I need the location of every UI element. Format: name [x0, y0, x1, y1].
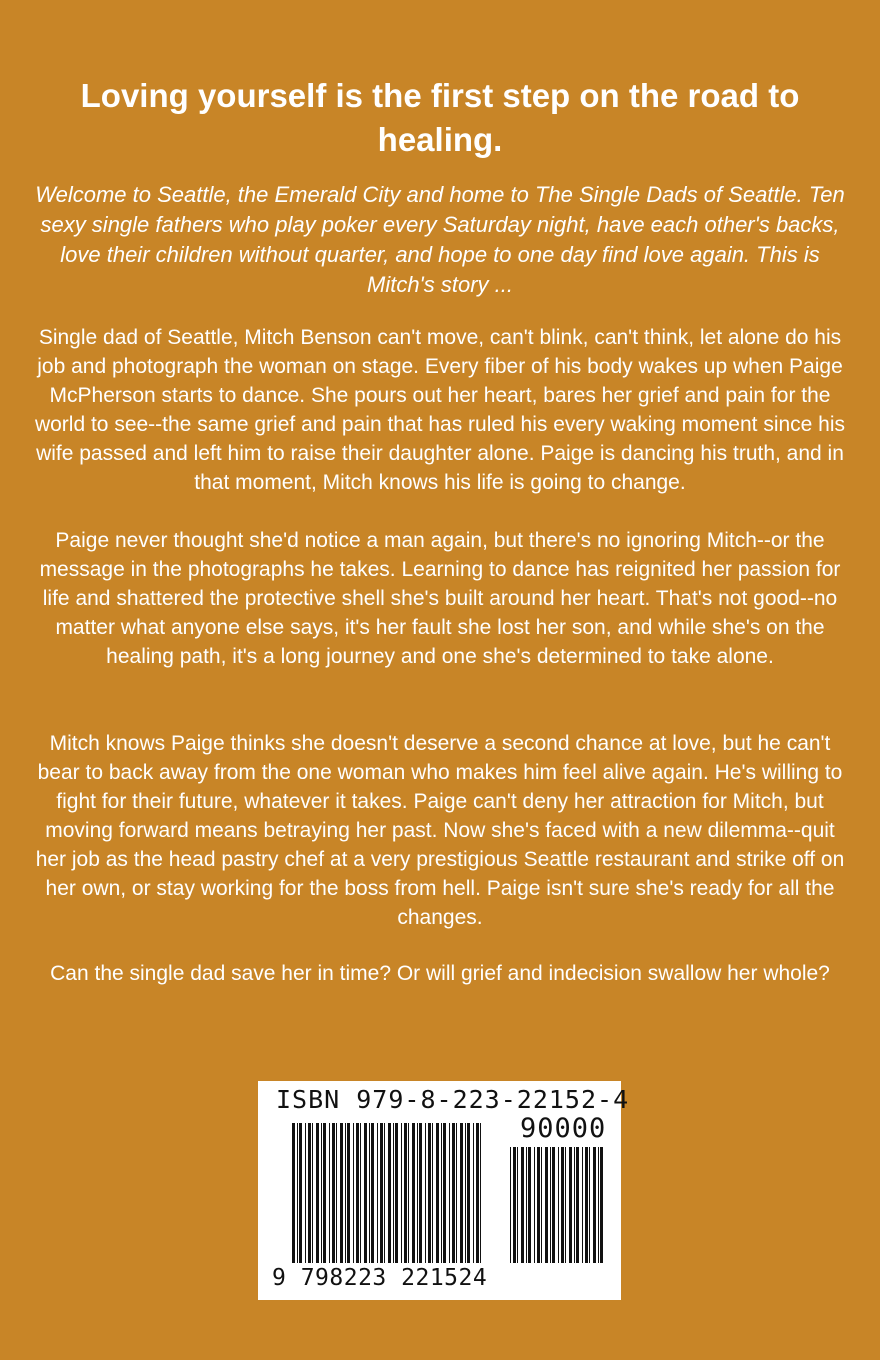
blurb-paragraph-1: Single dad of Seattle, Mitch Benson can't move, can't blink, can't think, let alone do his job and photograph the woman on stage. Every fiber of his body wakes up when Paige McPherson starts to dance. She pours out her heart, bares her grief and pain for the world to see--the same grief and pain that has ruled his every waking moment since his wife passed and left him to raise their daughter alone. Paige is dancing his truth, and in that moment, Mitch knows his life is going to change. [34, 326, 846, 494]
blurb-paragraph-3: Mitch knows Paige thinks she doesn't deserve a second chance at love, but he can't bear to back away from the one woman who makes him feel alive again. He's willing to fight for their future, whatever it takes. Paige can't deny her attraction for Mitch, but moving forward means betraying her past. Now she's faced with a new dilemma--quit her job as the head pastry chef at a very prestigious Seattle restaurant and strike off on her own, or stay working for the boss from hell. Paige isn't sure she's ready for all the changes. [35, 732, 845, 929]
blurb-paragraph-4: Can the single dad save her in time? Or will grief and indecision swallow her whole? [50, 962, 830, 985]
price-addon-digits: 90000 [520, 1113, 607, 1144]
series-intro: Welcome to Seattle, the Emerald City and home to The Single Dads of Seattle. Ten sexy single fathers who play poker every Saturday night, have each other's backs, love their children without quarter, and hope to one day find love again. This is Mitch's story ... [35, 182, 845, 297]
barcode-digits: 9 798223 221524 [272, 1265, 488, 1291]
isbn-label: ISBN 979-8-223-22152-4 [276, 1085, 630, 1114]
headline: Loving yourself is the first step on the road to healing. [80, 77, 800, 158]
isbn-barcode [258, 1081, 630, 1300]
blurb-paragraph-2: Paige never thought she'd notice a man again, but there's no ignoring Mitch--or the message in the photographs he takes. Learning to dance has reignited her passion for life and shattered the protective shell she's built around her heart. That's not good--no matter what anyone else says, it's her fault she lost her son, and while she's on the healing path, it's a long journey and one she's determined to take alone. [39, 529, 841, 668]
